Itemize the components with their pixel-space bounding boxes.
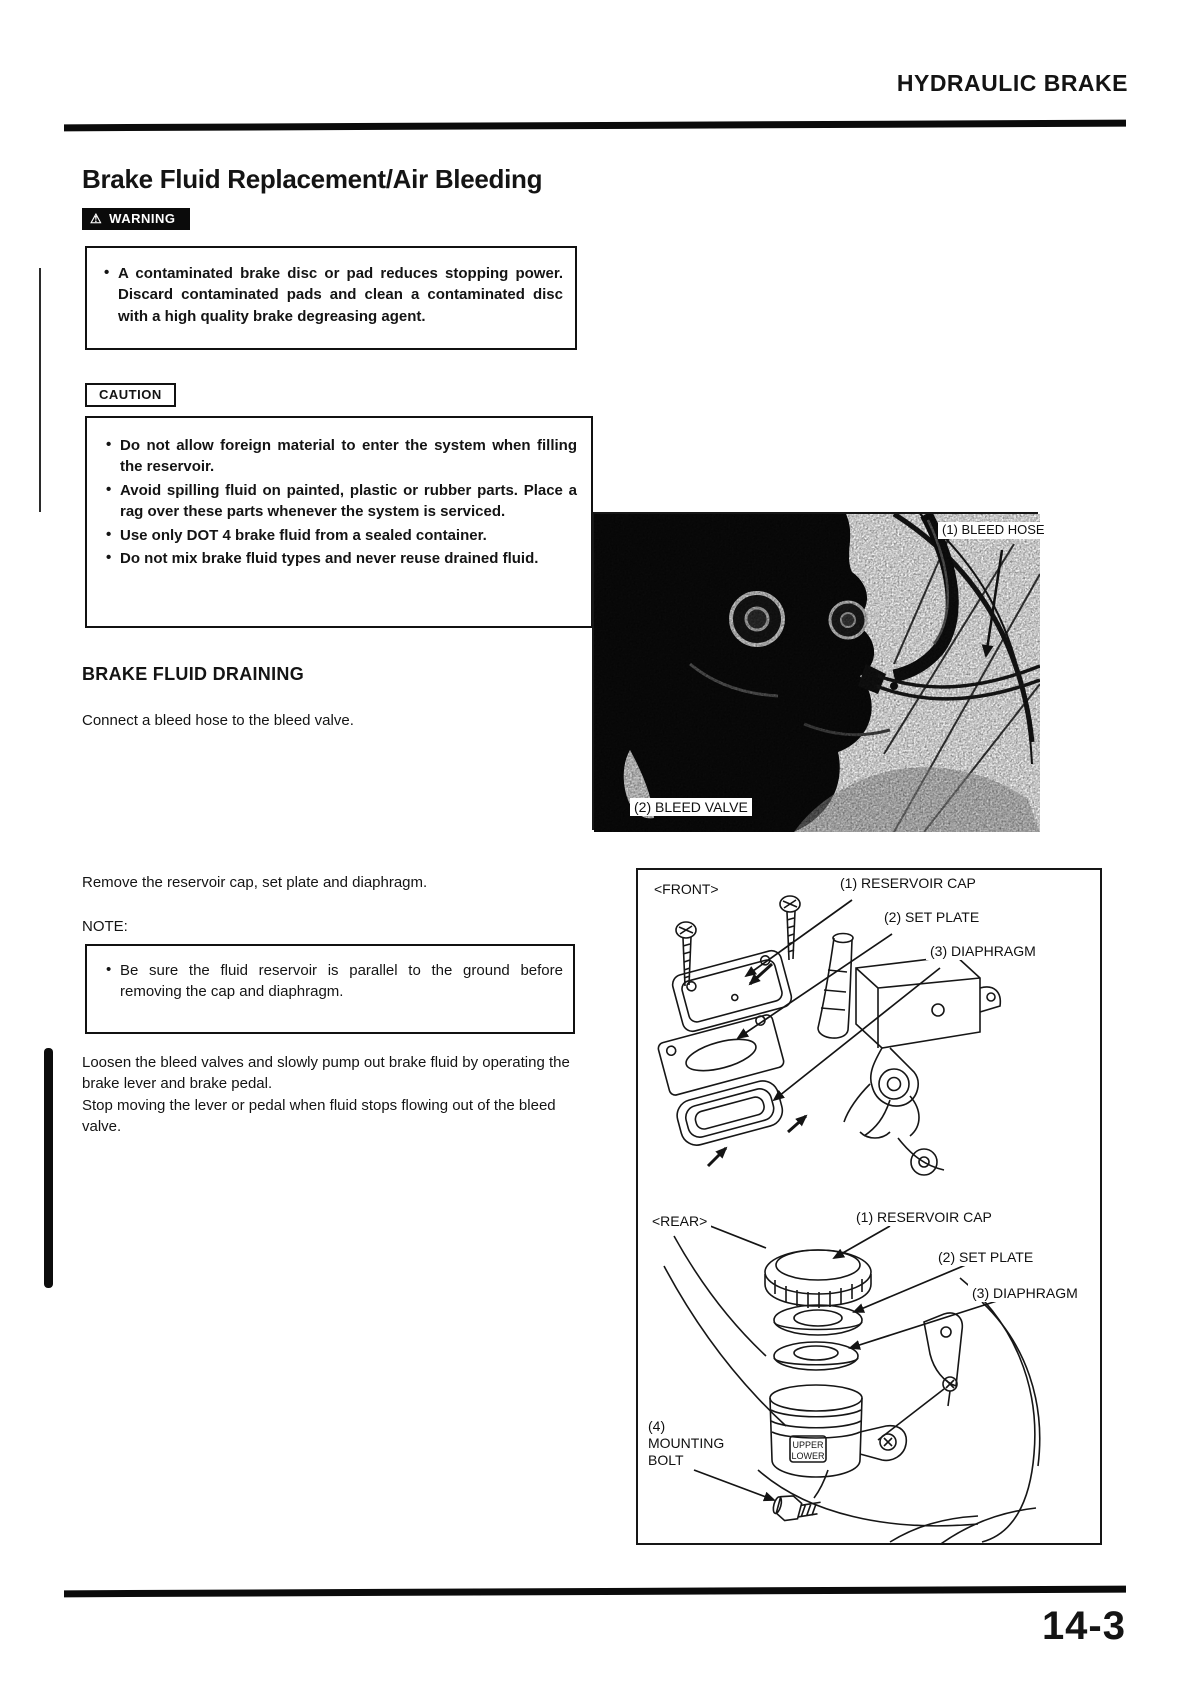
caution-item: • Avoid spilling fluid on painted, plastic or rubber parts. Place a rag over these parts whenever the system is serviced. (103, 480, 577, 523)
bleed-hose-label: (1) BLEED HOSE (938, 522, 1049, 539)
rear-set-plate-label: (2) SET PLATE (934, 1248, 1037, 1266)
reservoir-upper-text: UPPER (792, 1440, 824, 1450)
warning-icon: ⚠ (90, 211, 103, 226)
caution-item: • Use only DOT 4 brake fluid from a sealed container. (103, 525, 577, 546)
front-diaphragm-label: (3) DIAPHRAGM (926, 942, 1040, 960)
caution-box (85, 416, 593, 628)
reservoir-lower-text: LOWER (791, 1451, 825, 1461)
note-label: NOTE: (82, 918, 128, 935)
caution-badge (85, 383, 176, 407)
warning-item: • A contaminated brake disc or pad reduces stopping power. Discard contaminated pads and clean a contaminated disc with a high quality brake degreasing agent. (101, 263, 563, 327)
front-tag: <FRONT> (650, 880, 723, 898)
mounting-bolt-label (646, 1418, 726, 1468)
front-set-plate-label: (2) SET PLATE (880, 908, 983, 926)
diagram-figure-reservoir (636, 868, 1102, 1545)
bottom-rule (64, 1586, 1126, 1598)
remove-paragraph: Remove the reservoir cap, set plate and diaphragm. (82, 874, 428, 891)
loosen-text: Loosen the bleed valves and slowly pump out brake fluid by operating the brake lever and brake pedal. (82, 1054, 570, 1093)
note-box (85, 944, 575, 1034)
photo-illustration (594, 514, 1040, 832)
warning-box (85, 246, 577, 350)
front-master-cylinder-drawing (657, 896, 1000, 1175)
caution-item: • Do not allow foreign material to enter the system when filling the reservoir. (103, 435, 577, 478)
mounting-bolt-label-line: MOUNTING (648, 1434, 725, 1451)
top-rule (64, 120, 1126, 132)
page-header: HYDRAULIC BRAKE (896, 70, 1128, 96)
caution-item: • Do not mix brake fluid types and never reuse drained fluid. (103, 548, 577, 569)
rear-tag: <REAR> (648, 1212, 711, 1230)
rear-reservoir-drawing (664, 1236, 1040, 1543)
mounting-bolt-label-line: (4) (648, 1418, 666, 1434)
photo-figure-bleed-hose (592, 512, 1045, 830)
section-heading-draining: BRAKE FLUID DRAINING (82, 664, 304, 684)
warning-badge (82, 208, 190, 230)
note-item: • Be sure the fluid reservoir is parallel to the ground before removing the cap and diaphragm. (103, 960, 563, 1003)
front-reservoir-cap-label: (1) RESERVOIR CAP (836, 874, 980, 892)
binding-artifact-bar (44, 1048, 53, 1288)
bleed-valve-label: (2) BLEED VALVE (630, 798, 752, 816)
connect-paragraph: Connect a bleed hose to the bleed valve. (82, 712, 354, 729)
caution-badge-label: CAUTION (99, 387, 162, 402)
rear-diaphragm-label: (3) DIAPHRAGM (968, 1284, 1082, 1302)
page-number: 14-3 (1041, 1604, 1126, 1648)
loosen-paragraph (82, 1052, 582, 1137)
page-title: Brake Fluid Replacement/Air Bleeding (82, 164, 543, 194)
rear-reservoir-cap-label: (1) RESERVOIR CAP (852, 1208, 996, 1226)
warning-badge-label: WARNING (109, 211, 176, 226)
mounting-bolt-label-line: BOLT (648, 1451, 684, 1468)
stop-text: Stop moving the lever or pedal when fluid stops flowing out of the bleed valve. (82, 1096, 556, 1135)
binding-artifact-line (39, 268, 41, 512)
